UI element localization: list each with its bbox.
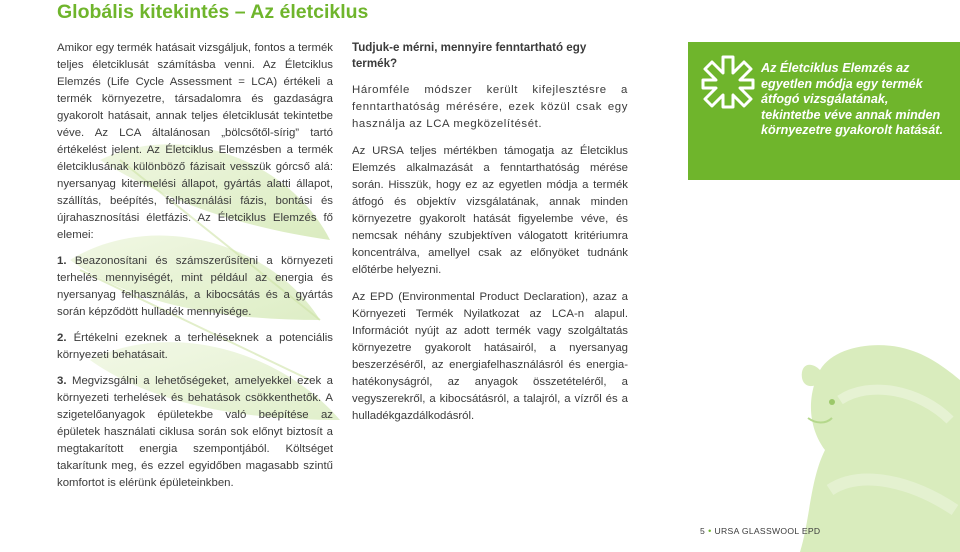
page-number: 5	[700, 526, 706, 536]
list-text: Értékelni ezeknek a terheléseknek a potenciális környezeti behatásait.	[57, 332, 333, 361]
bullet-icon: •	[708, 526, 712, 536]
column-middle	[352, 40, 628, 435]
list-item-2	[57, 330, 333, 364]
paragraph-methods: Háromféle módszer került kifejlesztésre a fenntarthatóság mérésére, ezek közül csak egy használja az LCA megközelítését.	[352, 84, 628, 130]
polar-bear-image	[780, 340, 960, 552]
list-number: 3.	[57, 375, 67, 387]
page-footer	[700, 526, 820, 536]
list-number: 1.	[57, 255, 67, 267]
paragraph-epd: Az EPD (Environmental Product Declaration), azaz a Környezeti Termék Nyilatkozat az LCA-n alapul. Információt nyújt az adott termék vagy szolgáltatás környezetre gyakorolt hatásairól, a nyersanyag beszerzéséről, az energiafelhasználásról és energia-hatékonyságról, az anyagok összetételéről, a vegyszerekről, a kibocsátásról, a talajról, a vízről és a hulladékgazdálkodásról.	[352, 291, 628, 422]
footer-label: URSA GLASSWOOL EPD	[714, 526, 821, 536]
intro-paragraph: Amikor egy termék hatásait vizsgáljuk, fontos a termék teljes életciklusát számításba venni. Az Életciklus Elemzés (Life Cycle Assessment = LCA) értékeli a termék környezetre, társadalomra és gazdaságra gyakorolt hatásait, annak teljes életciklusát tekintetbe véve. Az LCA általánosan „bölcsőtől-sírig” tartó értékelést jelent. Az Életciklus Elemzésben a termék életciklusának különböző fázisait vesszük górcső alá: nyersanyag kitermelési állapot, gyártás alatti állapot, szállítás, beépítés, felhasználási fázis, bontási és újrahasznosítási életfázis. Az Életciklus Elemzés fő elemei:	[57, 42, 333, 241]
page-title: Globális kitekintés – Az életciklus	[57, 1, 369, 23]
list-number: 2.	[57, 332, 67, 344]
column-left	[57, 40, 333, 492]
paragraph-ursa: Az URSA teljes mértékben támogatja az Életciklus Elemzés alkalmazását a fenntarthatóság mérése során. Hisszük, hogy ez az egyetlen módja a termék átfogó és objektív vizsgálatának, annak minden környezetre gyakorolt hatását figyelembe véve, és nemcsak néhány szubjektíven válogatott kritériumra koncentrálva, amellyel csak az előnyöket tudnánk előtérbe helyezni.	[352, 145, 628, 276]
quote-text: Az Életciklus Elemzés az egyetlen módja egy termék átfogó vizsgálatának, tekintetbe véve annak minden környezetre gyakorolt hatását.	[761, 61, 943, 138]
section-heading: Tudjuk-e mérni, mennyire fenntartható egy termék?	[352, 41, 587, 70]
list-item-1	[57, 253, 333, 321]
quote-box	[688, 42, 960, 180]
list-text: Beazonosítani és számszerűsíteni a környezeti terhelés mennyiségét, mint például az energia és nyersanyag felhasználás, a kibocsátás és a gyártás során képződött hulladék mennyisége.	[57, 255, 333, 318]
asterisk-icon	[700, 54, 756, 110]
list-item-3	[57, 373, 333, 492]
list-text: Megvizsgálni a lehetőségeket, amelyekkel ezek a környezeti terhelések és behatások csökkenthetők. A szigetelőanyagok épületekbe való beépítése az épületek használati ciklusa során sok előnyt biztosít a megtakarított energia szempontjából. Költséget takarítunk meg, és ezzel egyidőben magasabb szintű komfortot is elérünk épületeinkben.	[57, 375, 333, 489]
